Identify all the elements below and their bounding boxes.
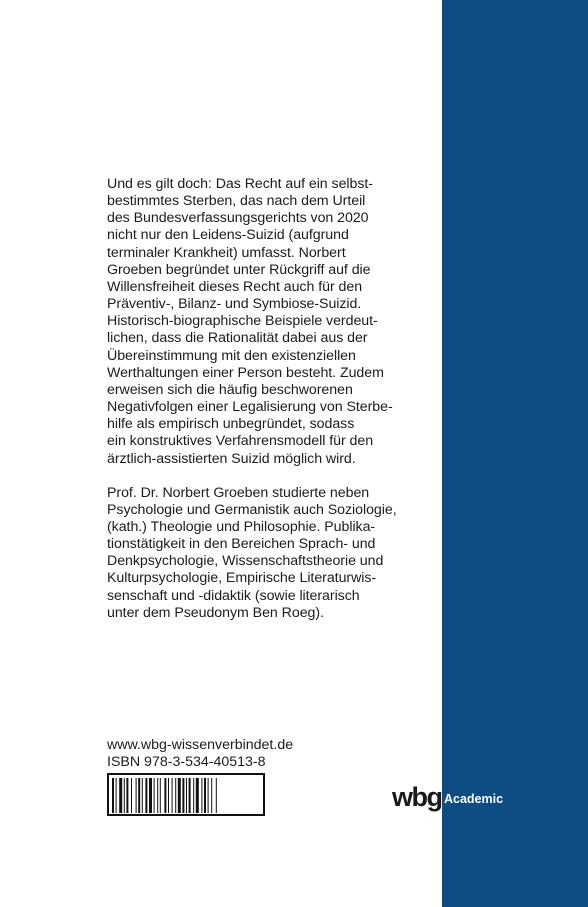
- barcode-bar: [154, 778, 155, 813]
- barcode-bar: [196, 778, 199, 813]
- barcode-bar: [208, 778, 209, 813]
- barcode-bar: [142, 778, 143, 813]
- barcode-bar: [168, 778, 169, 813]
- barcode-bar: [116, 778, 117, 813]
- barcode-bar: [216, 778, 217, 813]
- barcode-bar: [204, 778, 206, 813]
- logo-wbg-text: wbg: [392, 782, 442, 812]
- website-url: www.wbg-wissenverbindet.de: [107, 737, 294, 753]
- barcode-bar: [193, 778, 194, 813]
- barcode-bar: [119, 778, 122, 813]
- publisher-footer: [107, 737, 407, 771]
- barcode-bar: [138, 778, 140, 813]
- logo-academic-text: Academic: [444, 792, 504, 806]
- barcode-bar: [211, 778, 212, 813]
- barcode-bar: [160, 778, 161, 813]
- barcode-bars: [112, 778, 262, 813]
- barcode-bar: [164, 778, 166, 813]
- text-block: [107, 176, 403, 622]
- barcode-bar: [126, 778, 128, 813]
- barcode-bar: [201, 778, 202, 813]
- barcode-bar: [131, 778, 132, 813]
- author-bio-paragraph: Prof. Dr. Norbert Groeben studierte neben Psychologie und Germanistik auch Soziologie, (kath.) Theologie und Philosophie. Publika- tionstätigkeit in den Bereichen Sprach- und Denkpsychologie, Wissenschaftstheorie und Kulturpsychologie, Empirische Literaturwis- senschaft und -didaktik (sowie literarisch unter dem Pseudonym Ben Roeg).: [107, 484, 397, 621]
- barcode-bar: [149, 778, 152, 813]
- barcode-bar: [124, 778, 125, 813]
- barcode-bar: [172, 778, 173, 813]
- blue-side-band: [442, 0, 588, 907]
- barcode-bar: [182, 778, 184, 813]
- barcode-icon: [107, 773, 265, 816]
- barcode-bar: [175, 778, 176, 813]
- barcode-bar: [157, 778, 158, 813]
- barcode-bar: [189, 778, 191, 813]
- isbn-number: ISBN 978-3-534-40513-8: [107, 754, 266, 770]
- publisher-logo: [392, 782, 542, 818]
- barcode-bar: [186, 778, 187, 813]
- barcode-bar: [178, 778, 181, 813]
- barcode-bar: [136, 778, 137, 813]
- barcode-bar: [145, 778, 147, 813]
- blurb-paragraph: Und es gilt doch: Das Recht auf ein selbst- bestimmtes Sterben, das nach dem Urteil des Bundesverfassungsgerichts von 2020 nicht nur den Leidens-Suizid (aufgrund terminaler Krankheit) umfasst. Norbert Groeben begründet unter Rückgriff auf die Willensfreiheit dieses Recht auch für den Präventiv-, Bilanz- und Symbiose-Suizid. Historisch-biographische Beispiele verdeut- lichen, dass die Rationalität dabei aus der Übereinstimmung mit den existenziellen Werthaltungen einer Person besteht. Zudem erweisen sich die häufig beschworenen Negativfolgen einer Legalisierung von Sterbe- hilfe als empirisch unbegründet, sodass ein konstruktives Verfahrensmodell für den ärztlich-assistierten Suizid möglich wird.: [107, 176, 393, 467]
- barcode-bar: [112, 778, 114, 813]
